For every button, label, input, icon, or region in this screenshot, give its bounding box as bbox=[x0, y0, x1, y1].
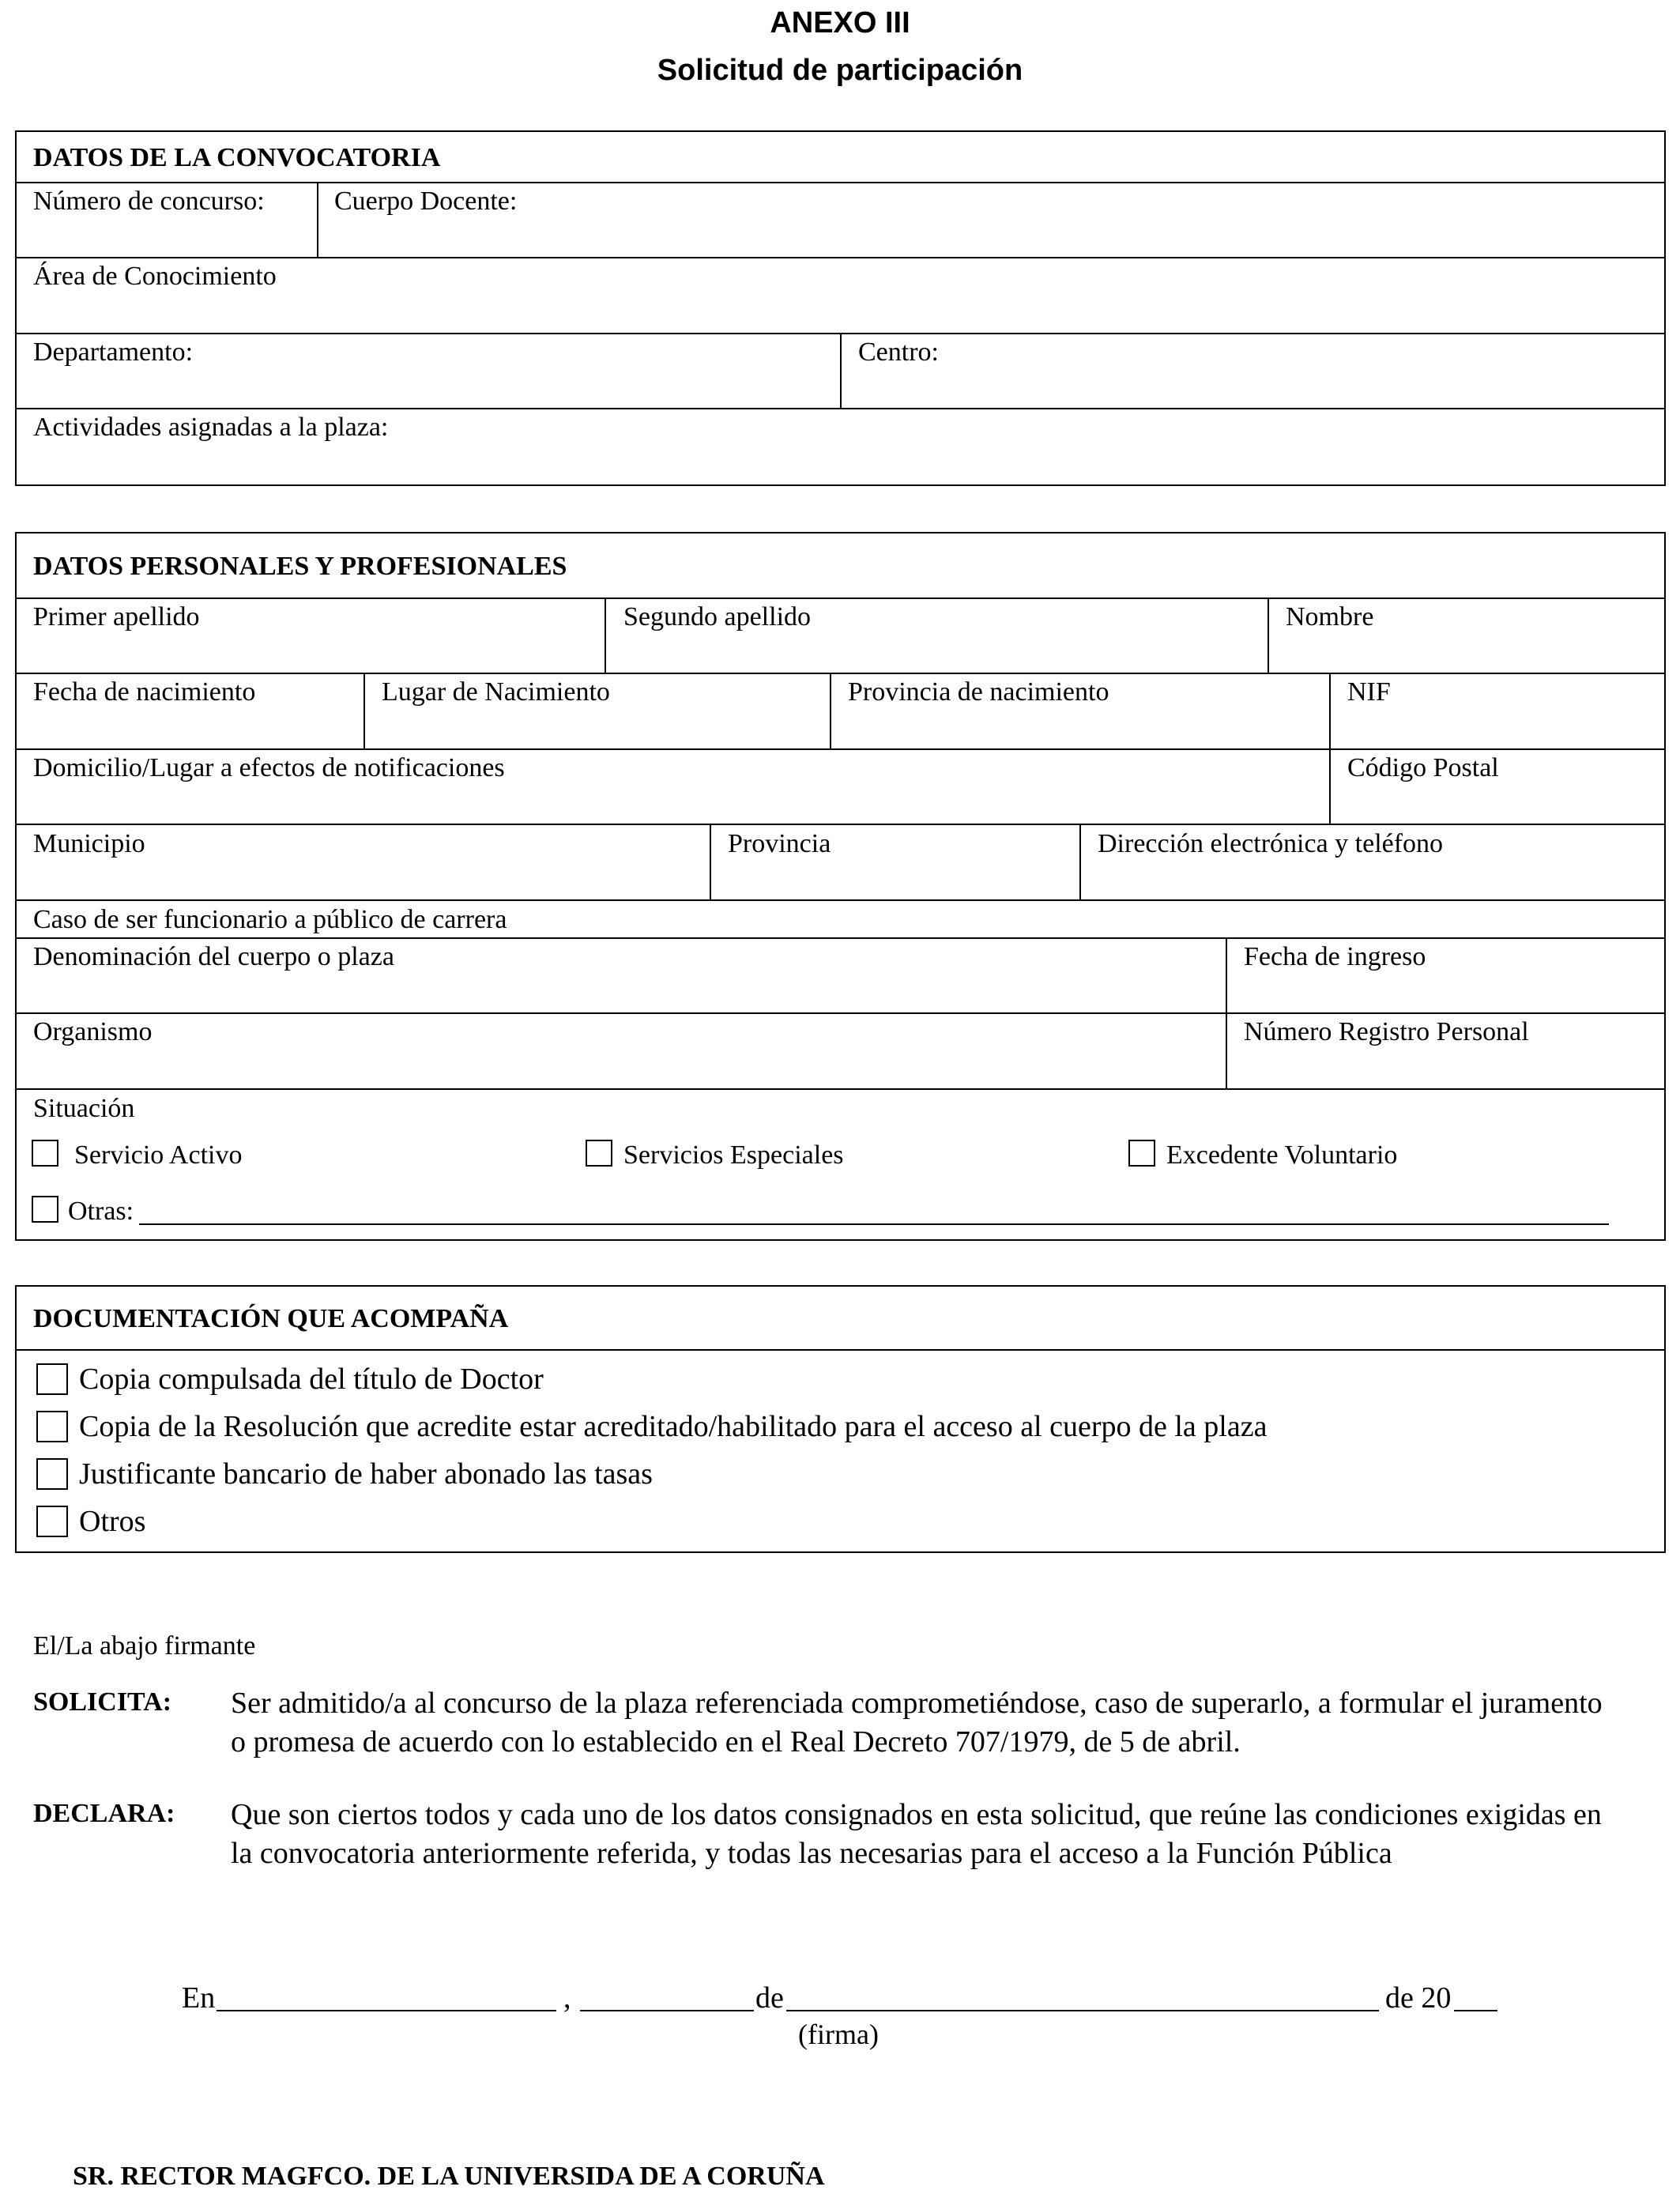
convocatoria-section-title: DATOS DE LA CONVOCATORIA bbox=[33, 143, 441, 172]
signature-en-label: En bbox=[182, 1981, 216, 2015]
divider bbox=[15, 257, 1666, 258]
cuerpo-docente-field[interactable]: Cuerpo Docente: bbox=[334, 187, 518, 216]
direccion-telefono-field[interactable]: Dirección electrónica y teléfono bbox=[1098, 829, 1444, 858]
divider bbox=[1079, 824, 1081, 899]
divider bbox=[15, 598, 1666, 599]
lugar-nacimiento-field[interactable]: Lugar de Nacimiento bbox=[382, 677, 610, 707]
signature-de-label: de bbox=[755, 1981, 784, 2015]
doc-otros-checkbox[interactable] bbox=[36, 1506, 68, 1537]
caso-funcionario-label: Caso de ser funcionario a público de carrera bbox=[33, 905, 507, 934]
signature-year-label: de 20 bbox=[1385, 1981, 1452, 2015]
divider bbox=[15, 899, 1666, 901]
declara-text: Que son ciertos todos y cada uno de los datos consignados en esta solicitud, que reúne las condiciones exigidas en la convocatoria anteriormente referida, y todas las necesarias para el acceso a la Función Pública bbox=[231, 1798, 1602, 1870]
otras-input-line[interactable] bbox=[139, 1223, 1609, 1225]
doc-titulo-doctor-label: Copia compulsada del título de Doctor bbox=[79, 1363, 544, 1396]
organismo-field[interactable]: Organismo bbox=[33, 1017, 153, 1046]
divider bbox=[605, 598, 606, 673]
servicios-especiales-checkbox[interactable] bbox=[586, 1140, 612, 1167]
divider bbox=[830, 673, 831, 748]
divider bbox=[710, 824, 711, 899]
day-input-line[interactable] bbox=[580, 2010, 754, 2011]
solicita-label: SOLICITA: bbox=[33, 1687, 172, 1717]
doc-otros-label: Otros bbox=[79, 1505, 146, 1538]
personales-section-title: DATOS PERSONALES Y PROFESIONALES bbox=[33, 552, 567, 581]
divider bbox=[15, 1012, 1666, 1014]
page-title: Solicitud de participación bbox=[657, 54, 1023, 87]
actividades-field[interactable]: Actividades asignadas a la plaza: bbox=[33, 413, 389, 442]
declara-label: DECLARA: bbox=[33, 1799, 175, 1828]
doc-justificante-label: Justificante bancario de haber abonado las tasas bbox=[79, 1457, 653, 1491]
situacion-label: Situación bbox=[33, 1094, 135, 1123]
doc-resolucion-label: Copia de la Resolución que acredite estar acreditado/habilitado para el acceso al cuerpo de la plaza bbox=[79, 1410, 1268, 1443]
signature-comma: , bbox=[563, 1981, 571, 2015]
firmante-label: El/La abajo firmante bbox=[33, 1631, 256, 1661]
divider bbox=[15, 1088, 1666, 1090]
personales-section bbox=[15, 532, 1666, 1241]
nif-field[interactable]: NIF bbox=[1347, 677, 1391, 707]
solicita-text: Ser admitido/a al concurso de la plaza referenciada comprometiéndose, caso de superarlo, a formular el juramento o promesa de acuerdo con lo establecido en el Real Decreto 707/1979, de 5 de abril. bbox=[231, 1687, 1603, 1759]
divider bbox=[15, 408, 1666, 409]
divider bbox=[15, 748, 1666, 750]
fecha-ingreso-field[interactable]: Fecha de ingreso bbox=[1244, 942, 1426, 971]
divider bbox=[15, 937, 1666, 939]
otras-label: Otras: bbox=[68, 1197, 134, 1226]
municipio-field[interactable]: Municipio bbox=[33, 829, 145, 858]
centro-field[interactable]: Centro: bbox=[858, 337, 939, 367]
segundo-apellido-field[interactable]: Segundo apellido bbox=[623, 602, 812, 631]
provincia-field[interactable]: Provincia bbox=[728, 829, 831, 858]
fecha-nacimiento-field[interactable]: Fecha de nacimiento bbox=[33, 677, 256, 707]
denominacion-field[interactable]: Denominación del cuerpo o plaza bbox=[33, 942, 394, 971]
otras-checkbox[interactable] bbox=[32, 1196, 58, 1223]
firma-label: (firma) bbox=[798, 2019, 879, 2050]
divider bbox=[317, 182, 318, 258]
divider bbox=[1268, 598, 1269, 673]
divider bbox=[840, 333, 842, 409]
domicilio-field[interactable]: Domicilio/Lugar a efectos de notificaciones bbox=[33, 753, 505, 782]
divider bbox=[15, 673, 1666, 674]
doc-titulo-doctor-checkbox[interactable] bbox=[36, 1363, 68, 1395]
annex-heading: ANEXO III bbox=[770, 6, 910, 40]
codigo-postal-field[interactable]: Código Postal bbox=[1347, 753, 1499, 782]
departamento-field[interactable]: Departamento: bbox=[33, 337, 194, 367]
divider bbox=[363, 673, 365, 748]
numero-registro-field[interactable]: Número Registro Personal bbox=[1244, 1017, 1529, 1046]
divider bbox=[15, 824, 1666, 825]
excedente-voluntario-checkbox[interactable] bbox=[1128, 1140, 1155, 1167]
year-input-line[interactable] bbox=[1454, 2010, 1497, 2011]
servicio-activo-checkbox[interactable] bbox=[32, 1140, 58, 1167]
servicio-activo-label: Servicio Activo bbox=[74, 1140, 243, 1170]
doc-resolucion-checkbox[interactable] bbox=[36, 1411, 68, 1442]
excedente-voluntario-label: Excedente Voluntario bbox=[1166, 1140, 1398, 1170]
doc-justificante-checkbox[interactable] bbox=[36, 1458, 68, 1490]
place-input-line[interactable] bbox=[217, 2010, 556, 2011]
primer-apellido-field[interactable]: Primer apellido bbox=[33, 602, 200, 631]
area-conocimiento-field[interactable]: Área de Conocimiento bbox=[33, 262, 277, 291]
servicios-especiales-label: Servicios Especiales bbox=[623, 1140, 844, 1170]
divider bbox=[15, 1349, 1666, 1351]
nombre-field[interactable]: Nombre bbox=[1286, 602, 1374, 631]
month-input-line[interactable] bbox=[786, 2010, 1379, 2011]
divider bbox=[15, 182, 1666, 183]
provincia-nacimiento-field[interactable]: Provincia de nacimiento bbox=[848, 677, 1109, 707]
recipient-footer: SR. RECTOR MAGFCO. DE LA UNIVERSIDA DE A CORUÑA bbox=[73, 2162, 825, 2191]
numero-concurso-field[interactable]: Número de concurso: bbox=[33, 187, 265, 216]
documentacion-section-title: DOCUMENTACIÓN QUE ACOMPAÑA bbox=[33, 1304, 509, 1333]
